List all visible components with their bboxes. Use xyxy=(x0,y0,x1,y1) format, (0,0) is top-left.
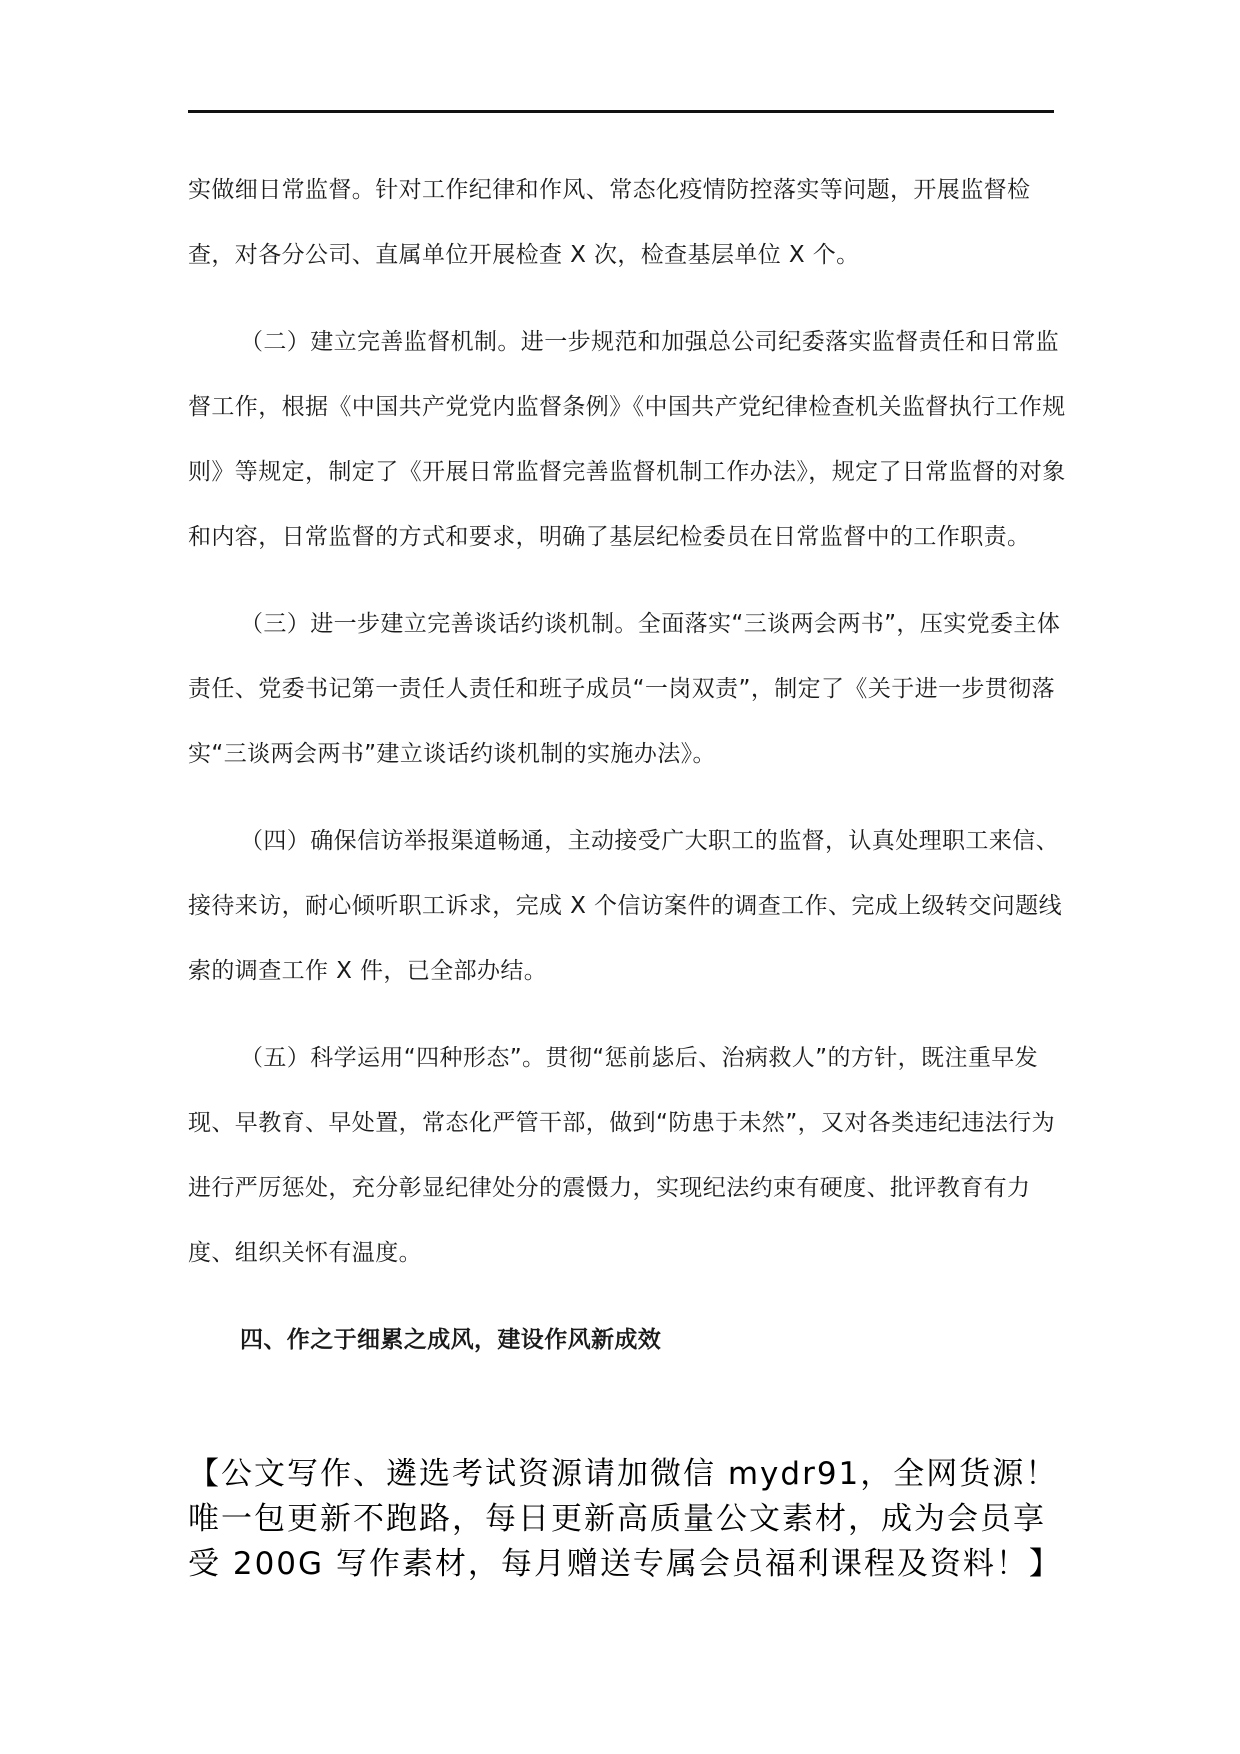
header-rule xyxy=(188,110,1054,113)
paragraph-supervision-mechanism: （二）建立完善监督机制。进一步规范和加强总公司纪委落实监督责任和日常监督工作，根据《中国共产党党内监督条例》《中国共产党纪律检查机关监督执行工作规则》等规定，制定了《开展日常监督完善监督机制工作办法》，规定了日常监督的对象和内容，日常监督的方式和要求，明确了基层纪检委员在日常监督中的工作职责。 xyxy=(188,329,1066,550)
paragraph-petition-channel: （四）确保信访举报渠道畅通，主动接受广大职工的监督，认真处理职工来信、接待来访，耐心倾听职工诉求，完成 X 个信访案件的调查工作、完成上级转交问题线索的调查工作 X 件，已全部办结。 xyxy=(188,828,1062,984)
paragraph-continuation: 实做细日常监督。针对工作纪律和作风、常态化疫情防控落实等问题，开展监督检查，对各分公司、直属单位开展检查 X 次，检查基层单位 X 个。 xyxy=(188,177,1031,268)
promo-banner: 【公文写作、遴选考试资源请加微信 mydr91，全网货源！唯一包更新不跑路，每日更新高质量公文素材，成为会员享受 200G 写作素材，每月赠送专属会员福利课程及资料！】 xyxy=(188,1456,1062,1582)
section-heading: 四、作之于细累之成风，建设作风新成效 xyxy=(240,1327,662,1353)
paragraph-four-forms: （五）科学运用“四种形态”。贯彻“惩前毖后、治病救人”的方针，既注重早发现、早教育、早处置，常态化严管干部，做到“防患于未然”，又对各类违纪违法行为进行严厉惩处，充分彰显纪律处分的震慑力，实现纪法约束有硬度、批评教育有力度、组织关怀有温度。 xyxy=(188,1045,1056,1266)
document-body xyxy=(188,158,1068,1373)
paragraph-talk-mechanism: （三）进一步建立完善谈话约谈机制。全面落实“三谈两会两书”，压实党委主体责任、党委书记第一责任人责任和班子成员“一岗双责”，制定了《关于进一步贯彻落实“三谈两会两书”建立谈话约谈机制的实施办法》。 xyxy=(188,611,1061,767)
